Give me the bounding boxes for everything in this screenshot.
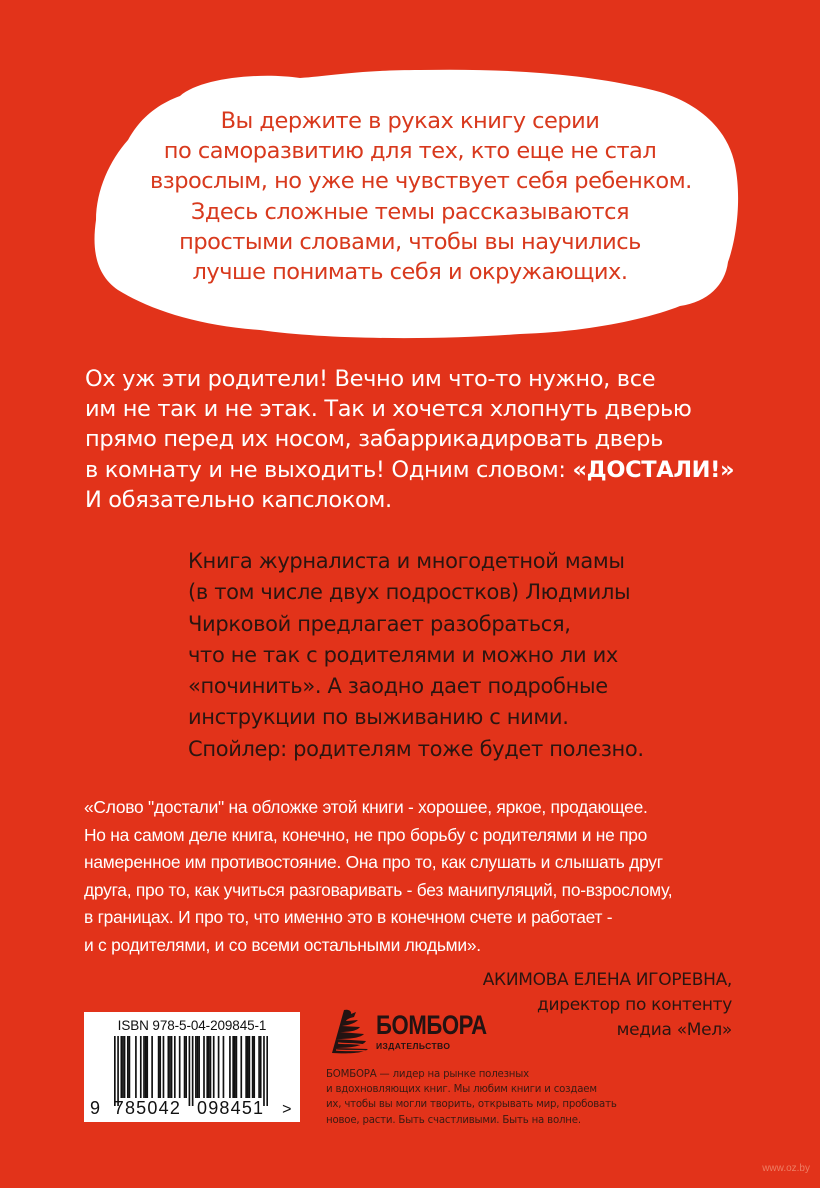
blurb-line: и вдохновляющих книг. Мы любим книги и создаем (326, 1084, 597, 1096)
barcode-bar (129, 1036, 131, 1098)
quote-line: в границах. И про то, что именно это в конечном счете и работает - (84, 907, 613, 928)
barcode-bar (174, 1036, 176, 1098)
series-intro-line: Вы держите в руках книгу серии (220, 108, 600, 134)
barcode-guard-bar (117, 1036, 119, 1106)
barcode-bar (213, 1036, 215, 1098)
barcode-bar (163, 1036, 165, 1098)
barcode-bar (197, 1036, 199, 1098)
testimonial-quote (84, 794, 764, 960)
barcode-bar (260, 1036, 262, 1098)
series-intro-line: по саморазвитию для тех, кто еще не стал (163, 138, 657, 165)
barcode-bar (167, 1036, 169, 1098)
barcode-guard-bar (189, 1036, 191, 1106)
attribution-role: директор по контенту (537, 995, 732, 1015)
publisher-logo (330, 1008, 511, 1054)
barcode-bar (218, 1036, 220, 1098)
description-line: инструкции по выживанию с ними. (188, 705, 569, 730)
barcode-guard-bar (266, 1036, 268, 1106)
barcode-bar (253, 1036, 255, 1098)
blurb-line: новое, расти. Быть счастливыми. Быть на волне. (326, 1114, 581, 1126)
quote-line: Но на самом деле книга, конечно, не про борьбу с родителями и не про (84, 824, 648, 845)
barcode-bar (247, 1036, 249, 1098)
series-intro-line: простыми словами, чтобы вы научились (179, 228, 641, 255)
barcode-guard-bar (263, 1036, 265, 1106)
barcode-bar (120, 1036, 122, 1098)
barcode-bar (203, 1036, 205, 1098)
attribution-organization: медиа «Мел» (616, 1020, 732, 1040)
barcode-bar (185, 1036, 187, 1098)
publisher-blurb (326, 1067, 617, 1128)
barcode-bars (114, 1036, 268, 1106)
barcode-bar (122, 1036, 124, 1098)
barcode-bar (252, 1036, 254, 1098)
barcode-bar (240, 1036, 242, 1098)
barcode-bar (158, 1036, 160, 1098)
book-description (188, 546, 748, 765)
quote-attribution (483, 968, 732, 1043)
barcode-bar (143, 1036, 145, 1098)
publisher-logo-icon (330, 1008, 370, 1054)
barcode-bar (236, 1036, 238, 1098)
blurb-line: БОМБОРА — лидер на рынке полезных (326, 1069, 529, 1080)
barcode-guard-bar (192, 1036, 194, 1106)
barcode-bar (171, 1036, 173, 1098)
lead-line: Ох уж эти родители! Вечно им что-то нужно, все (85, 366, 656, 392)
lead-line: им не так и не этак. Так и хочется хлопнуть дверью (85, 396, 692, 423)
barcode-bar (159, 1036, 161, 1098)
description-line: Книга журналиста и многодетной мамы (188, 549, 625, 573)
lead-line: И обязательно капслоком. (85, 486, 392, 513)
description-line: Спойлер: родителям тоже будет полезно. (188, 736, 644, 761)
barcode-bar (127, 1036, 129, 1098)
quote-line: «Слово "достали" на обложке этой книги - хорошее, яркое, продающее. (84, 797, 648, 817)
barcode-bar (206, 1036, 208, 1098)
barcode-bar (135, 1036, 137, 1098)
barcode-bar (232, 1036, 234, 1098)
ean-first-digit: 9 (90, 1098, 101, 1118)
description-line: «починить». А заодно дает подробные (188, 674, 608, 699)
barcode-bar (229, 1036, 231, 1098)
quote-line: намеренное им противостояние. Она про то, как слушать и слышать друг (84, 852, 663, 873)
barcode-bar (124, 1036, 126, 1098)
description-line: (в том числе двух подростков) Людмилы (188, 580, 631, 605)
ean-right-group: 098451 (196, 1098, 265, 1118)
lead-line: прямо перед их носом, забаррикадировать дверь (85, 426, 664, 453)
series-intro-line: Здесь сложные темы рассказываются (190, 198, 630, 225)
site-watermark: www.oz.by (762, 1163, 810, 1174)
barcode-bar (145, 1036, 147, 1098)
lead-line-text: в комнату и не выходить! Одним словом: (85, 456, 573, 483)
blurb-line: их, чтобы вы могли творить, открывать мир, пробовать (326, 1099, 617, 1111)
barcode-bar (195, 1036, 197, 1098)
series-intro-line: лучше понимать себя и окружающих. (192, 259, 628, 286)
barcode-bar (258, 1036, 260, 1098)
barcode-bar (179, 1036, 181, 1098)
quote-line: друга, про то, как учиться разговаривать - без манипуляций, по-взрослому, (84, 879, 673, 900)
isbn-barcode (84, 1012, 300, 1122)
series-intro-text (150, 106, 692, 287)
series-intro-line: взрослым, но уже не чувствует себя ребенком. (150, 168, 692, 195)
emphasis-dostali: «ДОСТАЛИ!» (572, 456, 735, 483)
barcode-bar (234, 1036, 236, 1098)
barcode-bar (208, 1036, 210, 1098)
description-line: Чирковой предлагает разобраться, (188, 611, 571, 636)
publisher-name: БОМБОРА (376, 1010, 487, 1040)
barcode-bar (169, 1036, 171, 1098)
lead-paragraph (85, 364, 765, 515)
isbn-label: ISBN 978-5-04-209845-1 (117, 1018, 267, 1033)
barcode-bar (140, 1036, 142, 1098)
barcode-bar (184, 1036, 186, 1098)
publisher-subtitle: ИЗДАТЕЛЬСТВО (376, 1041, 451, 1051)
barcode-bar (249, 1036, 251, 1098)
barcode-bar (146, 1036, 148, 1098)
barcode-bar (210, 1036, 212, 1098)
barcode-bar (245, 1036, 247, 1098)
attribution-name: АКИМОВА ЕЛЕНА ИГОРЕВНА, (482, 970, 732, 990)
ean-quiet-zone-marker: > (282, 1101, 292, 1118)
quote-line: и с родителями, и со всеми остальными людьми». (84, 934, 481, 955)
barcode-bar (151, 1036, 153, 1098)
lead-line (85, 455, 765, 485)
description-line: что не так с родителями и можно ли их (188, 642, 618, 667)
barcode-bar (198, 1036, 200, 1098)
barcode-bar (223, 1036, 225, 1098)
ean-digits (90, 1098, 296, 1119)
barcode-guard-bar (114, 1036, 116, 1106)
ean-left-group: 785042 (113, 1098, 182, 1118)
